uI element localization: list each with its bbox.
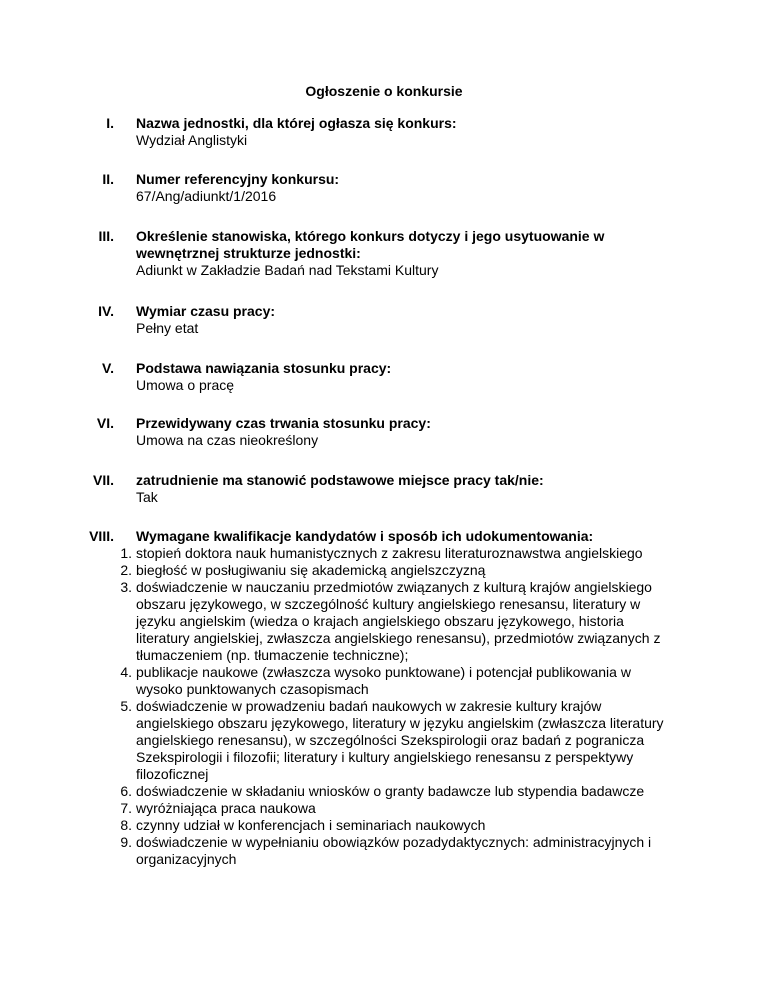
list-item-number: 9. <box>120 834 132 850</box>
list-item-number: 1. <box>120 545 132 561</box>
list-item <box>0 664 668 698</box>
section-8 <box>0 528 768 918</box>
list-item-text: doświadczenie w prowadzeniu badań naukowych w zakresie kultury krajów angielskiego obszaru językowego, literatury w języku angielskim (zwłaszcza literatury angielskiego renesansu), w szczególności Szekspirologii oraz badań z pogranicza Szekspirologii i filozofii; literatury i kultury angielskiego renesansu z perspektywy filozoficznej <box>136 698 664 782</box>
list-item <box>0 817 668 834</box>
list-item-text: doświadczenie w wypełnianiu obowiązków pozadydaktycznych: administracyjnych i organizacyjnych <box>136 834 652 867</box>
section-value: Tak <box>136 489 158 505</box>
list-item <box>0 783 668 800</box>
list-item <box>0 579 668 664</box>
list-item <box>0 834 668 868</box>
section-heading: Przewidywany czas trwania stosunku pracy: <box>136 415 431 431</box>
section-heading: zatrudnienie ma stanowić podstawowe miejsce pracy tak/nie: <box>136 472 544 488</box>
list-item <box>0 698 668 783</box>
section-numeral: VIII. <box>89 528 114 544</box>
list-item-number: 3. <box>120 579 132 595</box>
list-item-number: 7. <box>120 800 132 816</box>
list-item-text: doświadczenie w nauczaniu przedmiotów związanych z kulturą krajów angielskiego obszaru językowego, w szczególność kultury angielskiego renesansu, literatury w języku angielskim (wiedza o krajach angielskiego obszaru językowego, historia literatury angielskiej, zwłaszcza angielskiego renesansu), przedmiotów związanych z tłumaczeniem (np. tłumaczenie techniczne); <box>136 579 661 663</box>
section-value: Adiunkt w Zakładzie Badań nad Tekstami Kultury <box>136 262 439 278</box>
section-numeral: III. <box>98 228 114 244</box>
list-item-text: publikacje naukowe (zwłaszcza wysoko punktowane) i potencjał publikowania w wysoko punktowanych czasopismach <box>136 664 631 697</box>
section-heading: Numer referencyjny konkursu: <box>136 171 340 187</box>
list-item-number: 4. <box>120 664 132 680</box>
list-item <box>0 562 668 579</box>
page-title: Ogłoszenie o konkursie <box>305 83 463 99</box>
section-heading: Wymiar czasu pracy: <box>136 303 276 319</box>
section-heading: Określenie stanowiska, którego konkurs dotyczy i jego usytuowanie w wewnętrznej strukturze jednostki: <box>136 228 605 261</box>
section-numeral: V. <box>102 360 114 376</box>
list-item-number: 8. <box>120 817 132 833</box>
section-numeral: VII. <box>92 472 114 488</box>
list-item <box>0 800 668 817</box>
section-numeral: II. <box>102 171 114 187</box>
list-item-text: czynny udział w konferencjach i seminariach naukowych <box>136 817 486 833</box>
list-item-text: stopień doktora nauk humanistycznych z zakresu literaturoznawstwa angielskiego <box>136 545 643 561</box>
section-numeral: VI. <box>96 415 114 431</box>
section-numeral: IV. <box>98 303 114 319</box>
section-value: Pełny etat <box>136 320 199 336</box>
list-item-text: doświadczenie w składaniu wniosków o granty badawcze lub stypendia badawcze <box>136 783 645 799</box>
list-item-text: wyróżniająca praca naukowa <box>136 800 316 816</box>
section-value: Umowa na czas nieokreślony <box>136 432 319 448</box>
list-item-number: 5. <box>120 698 132 714</box>
requirements-list <box>0 545 700 868</box>
section-value: 67/Ang/adiunkt/1/2016 <box>136 188 277 204</box>
section-heading: Wymagane kwalifikacje kandydatów i sposób ich udokumentowania: <box>136 528 594 544</box>
list-item-number: 2. <box>120 562 132 578</box>
list-item-text: biegłość w posługiwaniu się akademicką angielszczyzną <box>136 562 486 578</box>
section-numeral: I. <box>106 115 114 131</box>
section-value: Wydział Anglistyki <box>136 132 248 148</box>
list-item <box>0 545 668 562</box>
section-heading: Nazwa jednostki, dla której ogłasza się konkurs: <box>136 115 457 131</box>
section-value: Umowa o pracę <box>136 377 235 393</box>
list-item-number: 6. <box>120 783 132 799</box>
section-heading: Podstawa nawiązania stosunku pracy: <box>136 360 392 376</box>
